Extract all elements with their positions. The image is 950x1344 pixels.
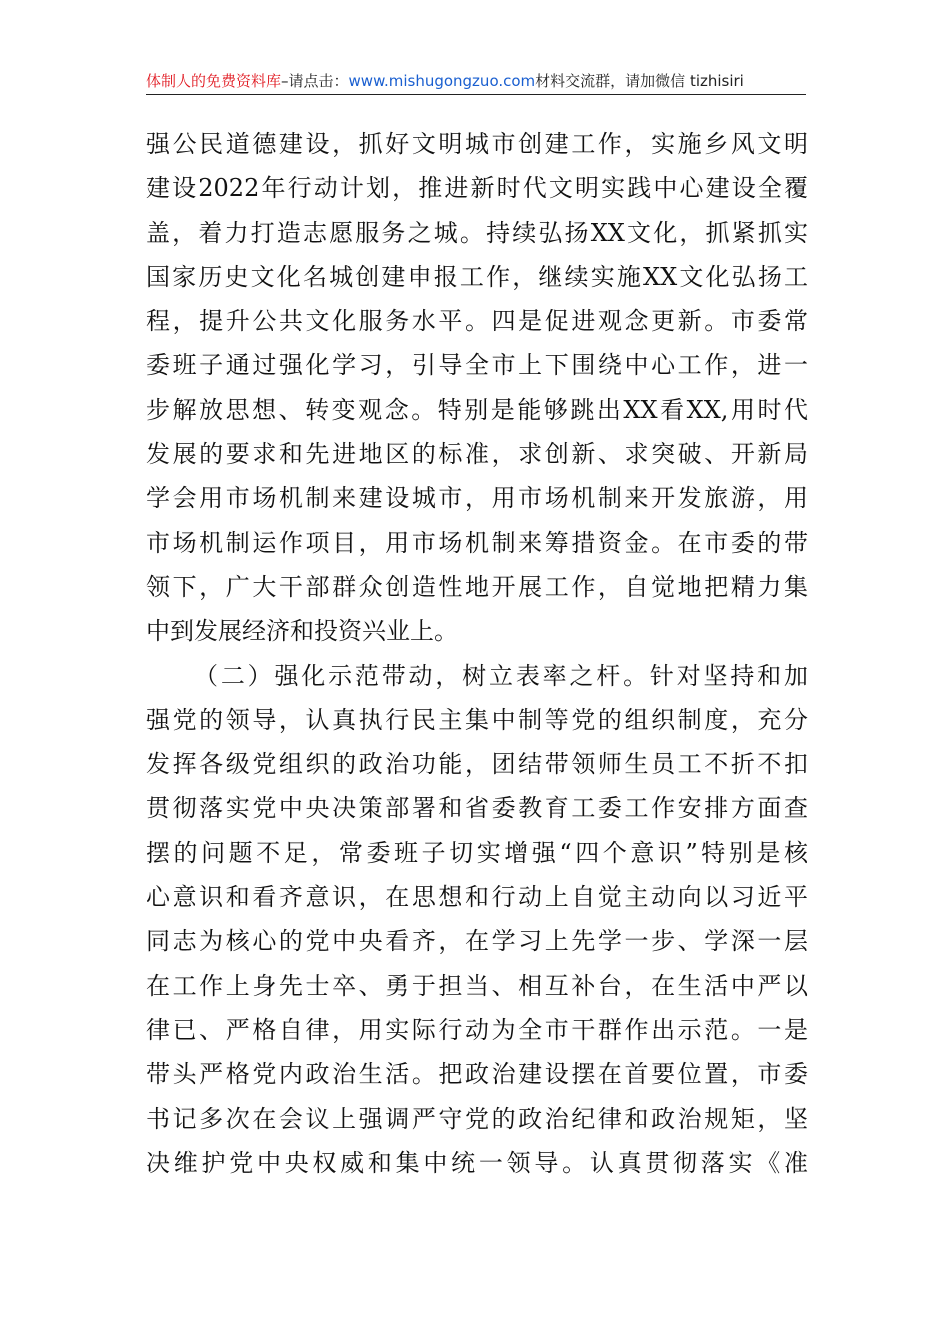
text-line: 步解放思想、转变观念。特别是能够跳出XX看XX,用时代 bbox=[146, 395, 808, 424]
section-heading-line: （二）强化示范带动，树立表率之杆。针对坚持和加 bbox=[194, 661, 808, 690]
text-line: 盖，着力打造志愿服务之城。持续弘扬XX文化，抓紧抓实 bbox=[146, 218, 808, 247]
text-line: 领下，广大干部群众创造性地开展工作，自觉地把精力集 bbox=[146, 572, 808, 601]
text-line: 摆的问题不足，常委班子切实增强“四个意识”特别是核 bbox=[146, 838, 808, 867]
header-prompt: –请点击： bbox=[281, 72, 349, 90]
text-line: 中到发展经济和投资兴业上。 bbox=[146, 617, 458, 646]
text-line: 强党的领导，认真执行民主集中制等党的组织制度，充分 bbox=[146, 705, 808, 734]
text-line: 强公民道德建设，抓好文明城市创建工作，实施乡风文明 bbox=[146, 130, 808, 158]
text-line: 带头严格党内政治生活。把政治建设摆在首要位置，市委 bbox=[146, 1060, 808, 1089]
text-line: 同志为核心的党中央看齐，在学习上先学一步、学深一层 bbox=[146, 927, 808, 956]
document-body bbox=[146, 122, 808, 1185]
text-line: 市场机制运作项目，用市场机制来筹措资金。在市委的带 bbox=[146, 528, 808, 557]
text-line: 在工作上身先士卒、勇于担当、相互补台，在生活中严以 bbox=[146, 971, 808, 1000]
header-contact: 材料交流群，请加微信 tizhisiri bbox=[535, 72, 744, 90]
text-line: 建设2022年行动计划，推进新时代文明实践中心建设全覆 bbox=[146, 174, 808, 203]
text-line: 发挥各级党组织的政治功能，团结带领师生员工不折不扣 bbox=[146, 750, 808, 779]
text-line: 学会用市场机制来建设城市，用市场机制来开发旅游，用 bbox=[146, 484, 808, 513]
text-line: 决维护党中央权威和集中统一领导。认真贯彻落实《准 bbox=[146, 1148, 808, 1177]
text-line: 心意识和看齐意识，在思想和行动上自觉主动向以习近平 bbox=[146, 883, 808, 912]
text-line: 国家历史文化名城创建申报工作，继续实施XX文化弘扬工 bbox=[146, 262, 808, 291]
text-line: 发展的要求和先进地区的标准，求创新、求突破、开新局 bbox=[146, 440, 808, 469]
text-line: 程，提升公共文化服务水平。四是促进观念更新。市委常 bbox=[146, 307, 808, 336]
text-line: 贯彻落实党中央决策部署和省委教育工委工作安排方面查 bbox=[146, 794, 808, 823]
text-line: 书记多次在会议上强调严守党的政治纪律和政治规矩，坚 bbox=[146, 1104, 808, 1133]
header-website-link[interactable]: www.mishugongzuo.com bbox=[348, 72, 536, 90]
page-header bbox=[146, 68, 806, 95]
text-line: 委班子通过强化学习，引导全市上下围绕中心工作，进一 bbox=[146, 351, 808, 380]
header-brand: 体制人的免费资料库 bbox=[146, 72, 282, 90]
text-line: 律已、严格自律，用实际行动为全市干群作出示范。一是 bbox=[146, 1015, 808, 1044]
